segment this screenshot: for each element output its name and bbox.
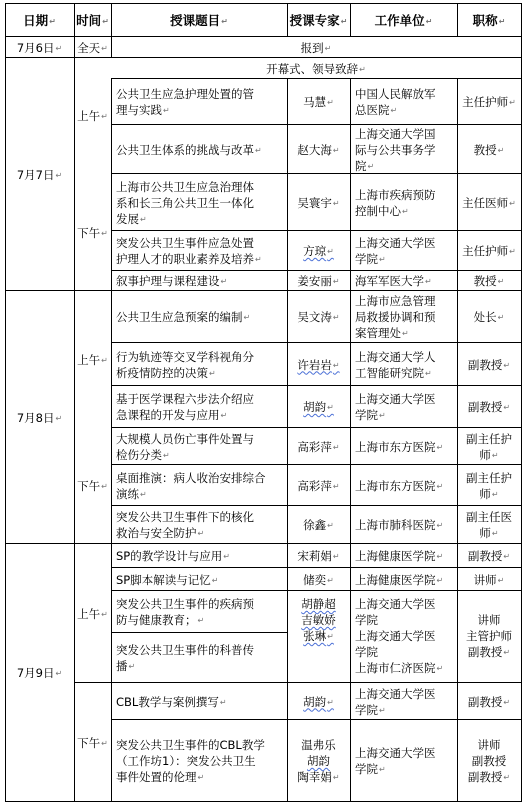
course-topic: CBL教学与案例撰写 ↵: [116, 694, 227, 711]
lecturer-name: 胡静超: [301, 597, 336, 611]
table-left-border: [5, 3, 6, 802]
row-border: [111, 427, 522, 428]
course-topic: 基于医学课程六步法介绍应: [116, 392, 254, 406]
lecturer-name: 赵大海 ↵: [297, 142, 339, 159]
job-title: 副主任护: [466, 431, 512, 446]
workplace: 上海交通大学医: [355, 236, 436, 250]
lecturer-name: 张琳 ↵: [303, 628, 334, 645]
column-border: [457, 78, 458, 802]
date-cell: 7月7日 ↵: [17, 167, 62, 184]
course-topic: 突发公共卫生事件的CBL教学: [116, 738, 265, 752]
course-topic: 系和长三角公共卫生一体化: [116, 195, 254, 210]
job-title: 师 ↵: [479, 525, 498, 542]
course-topic: 发展 ↵: [116, 211, 147, 228]
header-time: 时间 ↵: [76, 13, 109, 30]
lecturer-name: 宋莉娟 ↵: [297, 548, 339, 565]
job-title: 副主任医: [466, 510, 512, 524]
course-topic: 播 ↵: [116, 658, 135, 675]
workplace: 学院 ↵: [355, 407, 386, 424]
workplace: 院 ↵: [355, 158, 374, 175]
job-title: 师 ↵: [479, 486, 498, 503]
lecturer-name: 吉敏娇: [301, 613, 336, 627]
workplace: 上海交通大学医: [355, 629, 436, 643]
job-title: 教授 ↵: [474, 273, 505, 290]
column-border: [111, 3, 112, 58]
time-cell: 上午 ↵: [77, 108, 108, 125]
course-topic: 救治与安全防护 ↵: [116, 525, 204, 542]
lecturer-name: 陶幸娟 ↵: [297, 769, 339, 786]
course-topic: 突发公共卫生事件下的核化: [116, 510, 254, 524]
job-title: 主任医师 ↵: [462, 195, 516, 212]
lecturer-name: 胡韵 ↵: [303, 694, 334, 711]
workplace: 学院 ↵: [355, 702, 386, 719]
workplace: 上海交通大学医: [355, 597, 436, 611]
lecturer-name: 温弗乐: [301, 738, 336, 752]
lecturer-name: 胡韵 ↵: [303, 399, 334, 416]
course-topic: 检伤分类 ↵: [116, 447, 170, 464]
row-border: [5, 57, 522, 58]
event-cell: 报到 ↵: [301, 40, 332, 57]
workplace: 上海市疾病预防: [355, 187, 436, 202]
date-cell: 7月8日 ↵: [17, 410, 62, 427]
row-border: [111, 590, 522, 591]
job-title: 教授 ↵: [474, 142, 505, 159]
workplace: 上海交通大学国: [355, 126, 436, 141]
workplace: 上海健康医学院 ↵: [355, 572, 443, 589]
column-border: [287, 3, 288, 37]
row-border: [111, 342, 522, 343]
job-title: 副教授 ↵: [468, 769, 510, 786]
time-cell: 上午 ↵: [77, 606, 108, 623]
row-border: [111, 464, 522, 465]
workplace: 学院: [355, 645, 378, 659]
header-topic: 授课题目 ↵: [170, 13, 228, 30]
job-title: 副教授: [471, 754, 507, 768]
date-cell: 7月6日 ↵: [17, 40, 62, 57]
course-topic: 桌面推演：病人收治安排综合: [116, 470, 266, 485]
row-border: [5, 543, 522, 544]
time-cell: 下午 ↵: [77, 735, 108, 752]
job-title: 讲师 ↵: [474, 572, 505, 589]
table-top-border: [5, 3, 522, 4]
column-border: [74, 3, 75, 802]
row-border: [5, 290, 522, 291]
course-topic: 公共卫生应急护理处置的管: [116, 87, 254, 101]
course-topic: 防与健康教育； ↵: [116, 612, 204, 629]
row-border: [111, 632, 288, 633]
lecturer-name: 方琼 ↵: [303, 243, 334, 260]
lecturer-name: 姜安丽 ↵: [297, 273, 339, 290]
workplace: 总医院 ↵: [355, 102, 397, 119]
workplace: 学院 ↵: [355, 251, 386, 268]
workplace: 上海市东方医院 ↵: [355, 478, 443, 495]
course-topic: 护理人才的职业素养及培养 ↵: [116, 251, 262, 268]
workplace: 上海交通大学人: [355, 349, 436, 364]
lecturer-name: 高彩萍 ↵: [297, 439, 339, 456]
workplace: 际与公共事务学: [355, 142, 436, 157]
header-expert: 授课专家 ↵: [290, 13, 348, 30]
workplace: 案管理处 ↵: [355, 325, 409, 342]
opening-ceremony: 开幕式、领导致辞 ↵: [266, 61, 366, 78]
lecturer-name: 吴文涛 ↵: [297, 309, 339, 326]
course-topic: 公共卫生体系的挑战与改革 ↵: [116, 142, 262, 159]
column-border: [287, 78, 288, 802]
table-bottom-border: [5, 801, 522, 802]
header-date: 日期 ↵: [23, 13, 56, 30]
header-title: 职称 ↵: [473, 13, 506, 30]
course-topic: （工作坊1）：突发公共卫生: [116, 754, 256, 768]
workplace: 上海市肺科医院 ↵: [355, 517, 443, 534]
course-topic: 叙事护理与课程建设 ↵: [116, 273, 227, 290]
lecturer-name: 吴寰宇 ↵: [297, 195, 339, 212]
column-border: [350, 78, 351, 802]
job-title: 主任护师 ↵: [462, 94, 516, 111]
job-title: 副教授 ↵: [468, 644, 510, 661]
column-border: [457, 3, 458, 37]
workplace: 海军军医大学 ↵: [355, 273, 432, 290]
course-topic: 事件处置的伦理 ↵: [116, 769, 204, 786]
workplace: 学院: [355, 613, 378, 627]
job-title: 副主任护: [466, 470, 512, 485]
row-border: [111, 567, 522, 568]
row-border: [74, 682, 522, 683]
course-topic: 突发公共卫生事件的疾病预: [116, 597, 254, 611]
course-topic: SP脚本解读与记忆 ↵: [116, 572, 218, 589]
course-topic: 析疫情防控的决策 ↵: [116, 365, 216, 382]
job-title: 副教授 ↵: [468, 357, 510, 374]
row-border: [111, 719, 522, 720]
lecturer-name: 高彩萍 ↵: [297, 478, 339, 495]
workplace: 中国人民解放军: [355, 87, 436, 101]
workplace: 上海市应急管理: [355, 294, 436, 308]
course-topic: 理与实践 ↵: [116, 102, 170, 119]
job-title: 副教授 ↵: [468, 548, 510, 565]
workplace: 上海交通大学医: [355, 686, 436, 701]
workplace: 上海市仁济医院 ↵: [355, 660, 443, 677]
workplace: 学院 ↵: [355, 761, 386, 778]
time-cell: 上午 ↵: [77, 352, 108, 369]
course-topic: 上海市公共卫生应急治理体: [116, 179, 254, 194]
column-border: [111, 78, 112, 802]
workplace: 上海交通大学医: [355, 392, 436, 406]
job-title: 副教授 ↵: [468, 399, 510, 416]
course-topic: SP的教学设计与应用 ↵: [116, 548, 230, 565]
job-title: 讲师: [477, 613, 501, 627]
job-title: 师 ↵: [479, 447, 498, 464]
course-topic: 突发公共卫生事件应急处置: [116, 236, 254, 250]
course-topic: 行为轨迹等交叉学科视角分: [116, 349, 254, 364]
course-topic: 急课程的开发与应用 ↵: [116, 407, 227, 424]
header-unit: 工作单位 ↵: [375, 13, 433, 30]
course-topic: 演练 ↵: [116, 486, 147, 503]
job-title: 主任护师 ↵: [462, 243, 516, 260]
workplace: 上海健康医学院 ↵: [355, 548, 443, 565]
job-title: 讲师: [477, 738, 501, 752]
workplace: 控制中心 ↵: [355, 203, 409, 220]
job-title: 副教授 ↵: [468, 694, 510, 711]
lecturer-name: 许岩岩 ↵: [297, 357, 339, 374]
date-cell: 7月9日 ↵: [17, 665, 62, 682]
row-border: [111, 230, 522, 231]
lecturer-name: 徐鑫 ↵: [303, 517, 334, 534]
time-cell: 下午 ↵: [77, 225, 108, 242]
lecturer-name: 储奕 ↵: [303, 572, 334, 589]
job-title: 主管护师: [466, 629, 512, 643]
row-border: [111, 270, 522, 271]
workplace: 上海交通大学医: [355, 746, 436, 760]
table-right-border: [521, 3, 522, 802]
course-topic: 突发公共卫生事件的科普传: [116, 643, 254, 657]
row-border: [111, 505, 522, 506]
lecturer-name: 胡韵: [307, 754, 330, 768]
row-border: [111, 385, 522, 386]
workplace: 工智能研究院 ↵: [355, 365, 432, 382]
row-border: [111, 124, 522, 125]
row-border: [111, 173, 522, 174]
lecturer-name: 马慧 ↵: [303, 94, 334, 111]
header-bottom-border: [5, 36, 522, 37]
time-cell: 下午 ↵: [77, 478, 108, 495]
workplace: 上海市东方医院 ↵: [355, 439, 443, 456]
workplace: 局救援协调和预: [355, 310, 436, 324]
course-topic: 大规模人员伤亡事件处置与: [116, 431, 254, 446]
time-cell: 全天 ↵: [77, 40, 108, 57]
job-title: 处长 ↵: [474, 309, 505, 326]
row-border: [111, 78, 522, 79]
column-border: [350, 3, 351, 37]
course-topic: 公共卫生应急预案的编制 ↵: [116, 309, 250, 326]
